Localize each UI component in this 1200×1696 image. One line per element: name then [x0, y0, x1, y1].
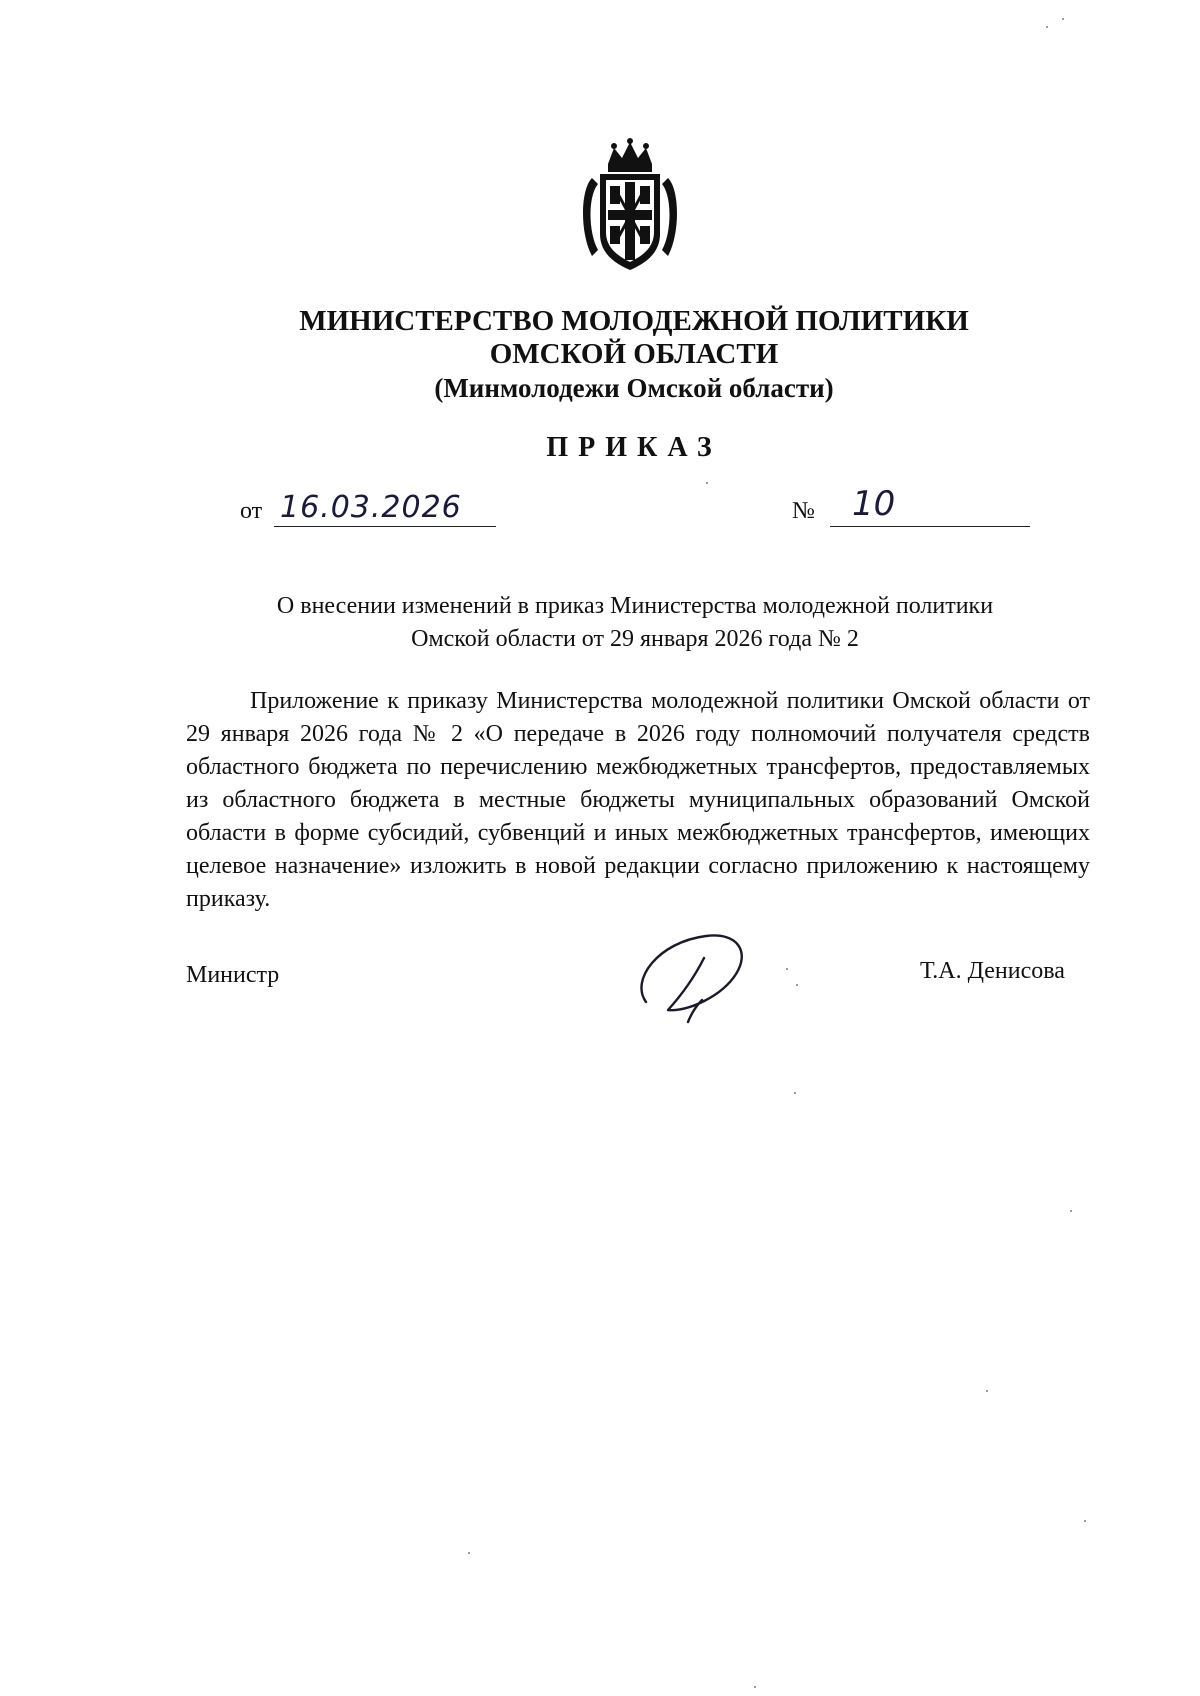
- scan-speck: [1070, 1210, 1072, 1212]
- scan-speck: [1084, 1520, 1086, 1522]
- scan-speck: [754, 1686, 756, 1688]
- ministry-name-line1: МИНИСТЕРСТВО МОЛОДЕЖНОЙ ПОЛИТИКИ: [299, 305, 969, 337]
- subject-line1: О внесении изменений в приказ Министерства молодежной политики: [276, 593, 994, 619]
- subject-line2: Омской области от 29 января 2026 года № 2: [411, 626, 859, 652]
- date-number-row: [240, 484, 1030, 534]
- signatory-name: Т.А. Денисова: [920, 958, 1065, 984]
- scan-speck: [786, 968, 788, 970]
- scan-speck: [1062, 18, 1064, 20]
- date-prefix: от: [240, 498, 263, 524]
- document-date: 16.03.2026: [280, 490, 462, 525]
- scan-speck: [468, 1552, 470, 1554]
- body-paragraph: Приложение к приказу Министерства молодежной политики Омской области от 29 января 2026 года № 2 «О передаче в 2026 году полномочий получателя средств областного бюджета по перечислению межбюджетных трансфертов, предоставляемых из областного бюджета в местные бюджеты муниципальных образований Омской области в форме субсидий, субвенций и иных межбюджетных трансфертов, имеющих целевое назначение» изложить в новой редакции согласно приложению к настоящему приказу.: [186, 688, 1090, 912]
- scan-speck: [794, 1092, 796, 1094]
- number-underline: [830, 526, 1030, 527]
- coat-of-arms-icon: [578, 138, 682, 274]
- document-number: 10: [852, 484, 896, 524]
- signatory-position: Министр: [186, 962, 280, 988]
- scan-speck: [706, 482, 708, 484]
- number-prefix: №: [792, 498, 815, 524]
- scan-speck: [796, 984, 798, 986]
- document-type: ПРИКАЗ: [546, 432, 722, 463]
- handwritten-signature-icon: [628, 930, 758, 1030]
- ministry-name-line2: ОМСКОЙ ОБЛАСТИ: [489, 338, 779, 370]
- date-underline: [274, 526, 496, 527]
- scan-speck: [986, 1390, 988, 1392]
- scan-speck: [1046, 26, 1048, 28]
- ministry-short-name: (Минмолодежи Омской области): [434, 373, 834, 403]
